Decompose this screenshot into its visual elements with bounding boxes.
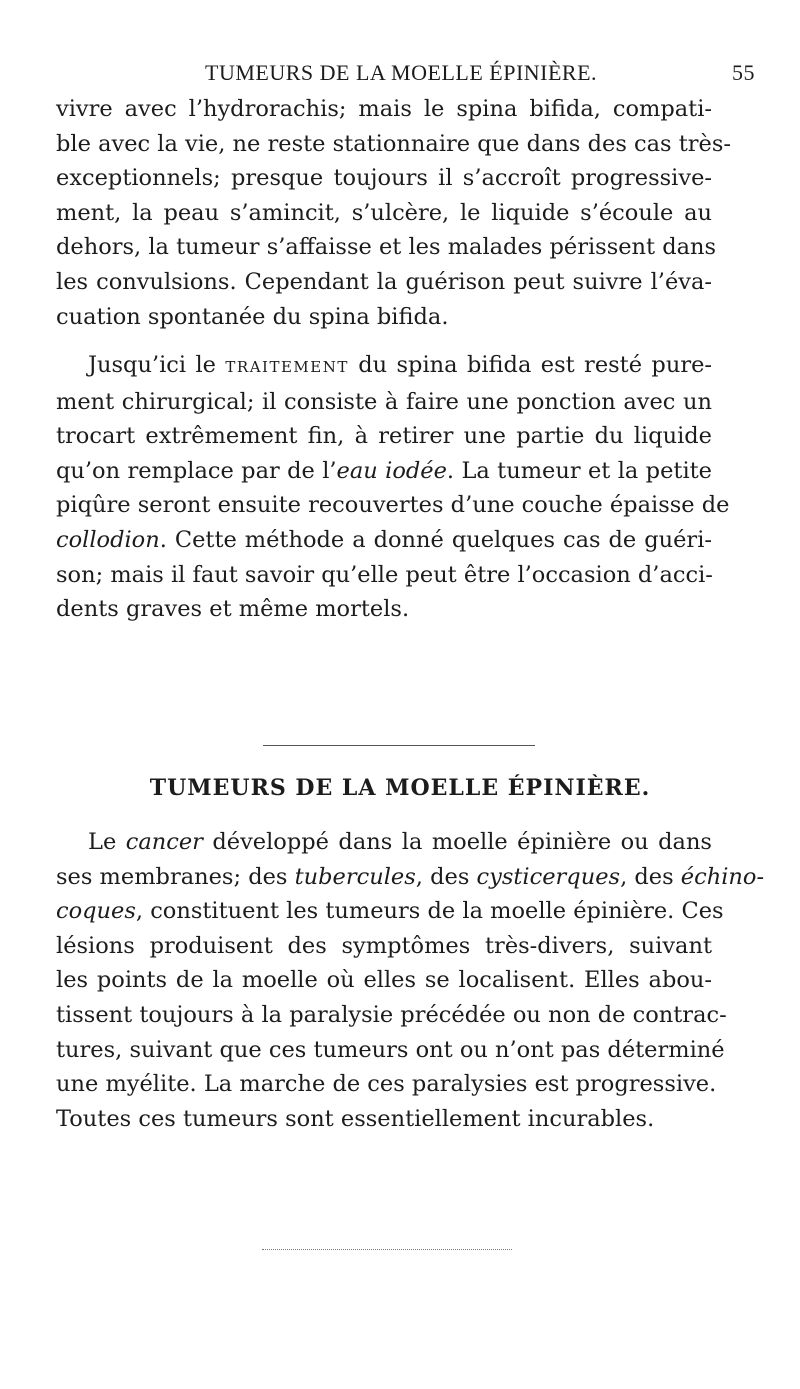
text-line	[56, 894, 724, 929]
text-run: qu’on remplace par de l’	[56, 457, 337, 484]
text-line: son; mais il faut savoir qu’elle peut être l’occasion d’acci-	[56, 561, 713, 588]
text-line: trocart extrêmement fin, à retirer une partie du liquide	[56, 423, 712, 450]
text-line	[56, 348, 712, 385]
italic-term: cysticerques	[476, 863, 621, 890]
page-number: 55	[732, 60, 755, 85]
text-line: cuation spontanée du spina bifida.	[56, 303, 449, 330]
small-caps-term: TRAITEMENT	[225, 358, 349, 376]
section-heading: TUMEURS DE LA MOELLE ÉPINIÈRE.	[149, 775, 651, 801]
paragraph-treatment	[56, 348, 730, 627]
end-divider	[262, 1249, 512, 1250]
text-run: ses membranes; des	[56, 863, 295, 890]
text-line: une myélite. La marche de ces paralysies est progressive.	[56, 1071, 717, 1098]
text-line: les points de la moelle où elles se localisent. Elles abou-	[56, 967, 712, 994]
text-run: développé dans la moelle épinière ou dans	[202, 829, 712, 855]
text-line: piqûre seront ensuite recouvertes d’une couche épaisse de	[56, 492, 730, 519]
italic-term: eau iodée	[336, 457, 447, 484]
text-run: Jusqu’ici le	[88, 352, 226, 378]
text-line: dehors, la tumeur s’affaisse et les malades périssent dans	[56, 234, 717, 261]
text-run: , constituent les tumeurs de la moelle épinière. Ces	[135, 898, 724, 925]
text-line	[56, 454, 712, 489]
text-line	[56, 860, 765, 895]
text-line: vivre avec l’hydrorachis; mais le spina bifida, compati-	[56, 96, 712, 122]
text-run: . Cette méthode a donné quelques cas de guéri-	[159, 526, 712, 553]
paragraph-spina-bifida-evolution	[56, 92, 731, 334]
italic-term: cancer	[125, 829, 203, 855]
italic-term: coques	[56, 898, 136, 925]
text-line: lésions produisent des symptômes très-divers, suivant	[56, 932, 712, 959]
text-line: ble avec la vie, ne reste stationnaire que dans des cas très-	[56, 130, 731, 157]
italic-term: échino-	[680, 863, 765, 890]
running-title: TUMEURS DE LA MOELLE ÉPINIÈRE.	[205, 60, 598, 85]
text-run: . La tumeur et la petite	[446, 457, 712, 484]
text-run: , des	[415, 863, 477, 890]
text-line	[56, 523, 712, 558]
text-run: , des	[620, 863, 681, 890]
text-line: exceptionnels; presque toujours il s’accroît progressive-	[56, 165, 712, 192]
text-line: tissent toujours à la paralysie précédée ou non de contrac-	[56, 1001, 727, 1028]
text-line	[56, 825, 712, 860]
section-divider	[263, 745, 535, 746]
italic-term: tubercules	[294, 863, 416, 890]
text-line: les convulsions. Cependant la guérison peut suivre l’éva-	[56, 268, 712, 295]
text-line: ment, la peau s’amincit, s’ulcère, le liquide s’écoule au	[56, 199, 712, 226]
paragraph-spinal-tumors	[56, 825, 765, 1136]
text-run: du spina bifida est resté pure-	[348, 352, 712, 378]
text-line: ment chirurgical; il consiste à faire une ponction avec un	[56, 388, 712, 415]
text-line: dents graves et même mortels.	[56, 596, 410, 623]
text-line: Toutes ces tumeurs sont essentiellement incurables.	[56, 1105, 655, 1132]
text-line: tures, suivant que ces tumeurs ont ou n’ont pas déterminé	[56, 1036, 725, 1063]
italic-term: collodion	[56, 526, 160, 553]
text-run: Le	[88, 829, 126, 855]
